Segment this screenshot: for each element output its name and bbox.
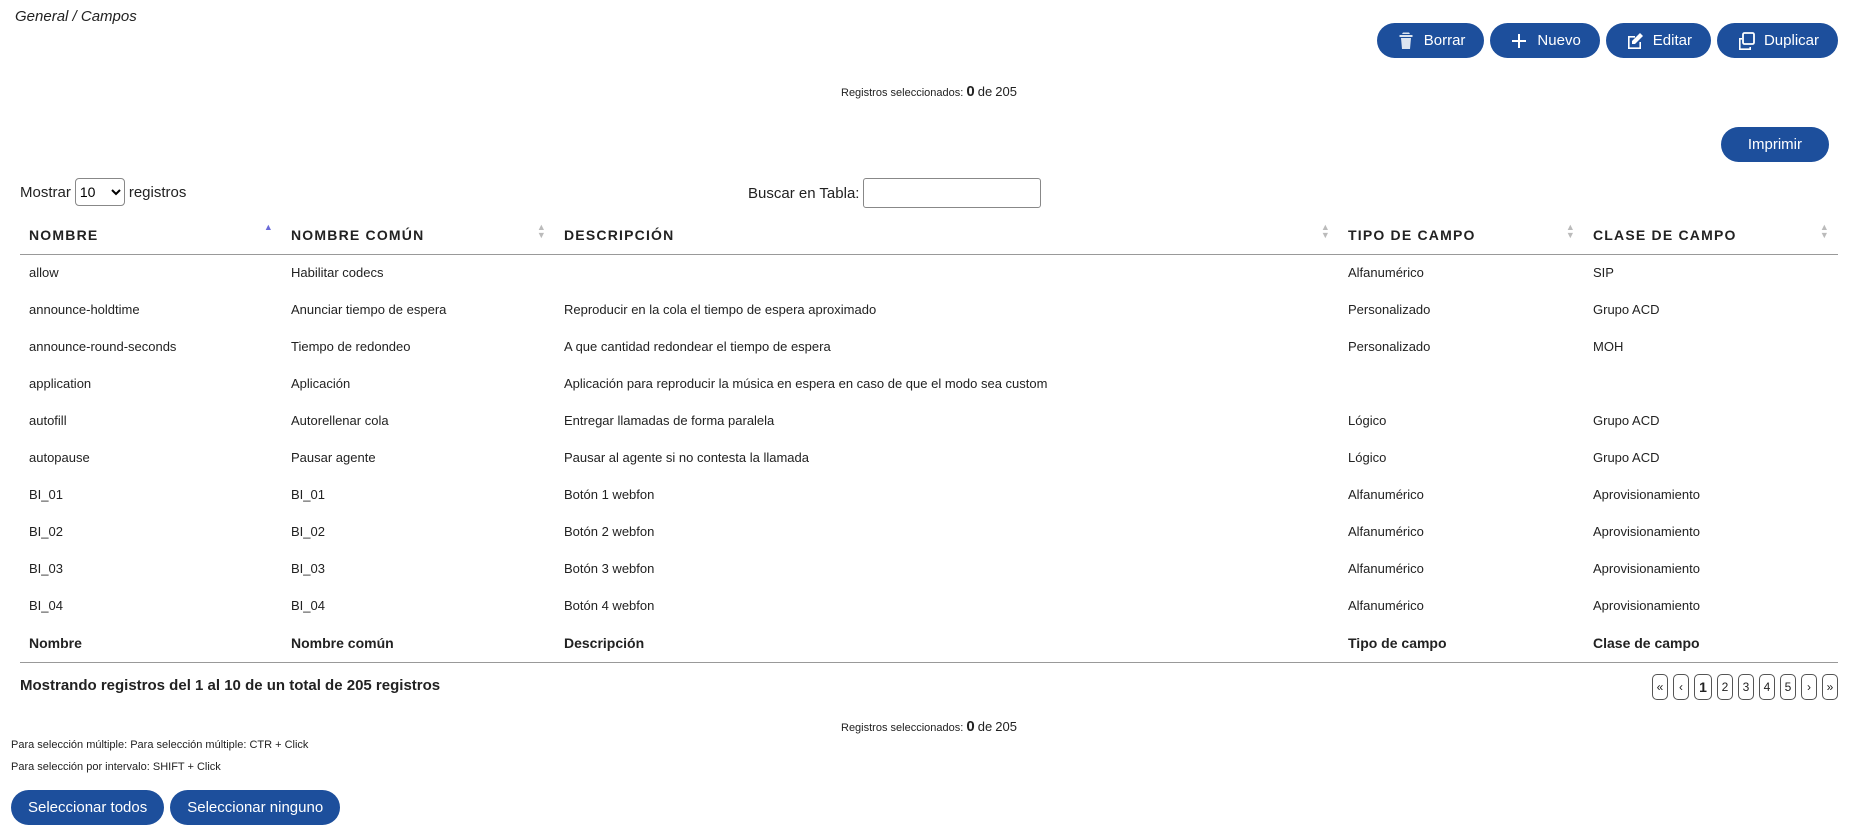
cell-description (555, 254, 1339, 291)
cell-description: Botón 3 webfon (564, 561, 655, 576)
pagination (1652, 674, 1838, 700)
trash-icon (1396, 31, 1416, 51)
column-header-label: CLASE DE CAMPO (1593, 226, 1737, 243)
breadcrumb: General / Campos (15, 8, 137, 25)
duplicate-button[interactable] (1717, 23, 1838, 58)
cell-common-name: Tiempo de redondeo (291, 339, 411, 354)
table-row[interactable] (20, 328, 1838, 365)
column-header-label: NOMBRE (29, 226, 99, 243)
select-none-button[interactable]: Seleccionar ninguno (170, 790, 340, 825)
cell-field-class: Aprovisionamiento (1593, 561, 1700, 576)
sort-icon: ▲ ▼ (1819, 222, 1830, 240)
cell-field-class: SIP (1593, 265, 1614, 281)
delete-button-label: Borrar (1423, 32, 1466, 49)
cell-name: allow (29, 265, 59, 281)
sort-icon: ▲ ▼ (1565, 222, 1576, 240)
prev-page-button[interactable]: ‹ (1673, 674, 1689, 700)
selection-count: 0 (966, 718, 975, 735)
selection-label: Registros seleccionados: (841, 722, 964, 734)
sort-icon: ▲ ▼ (1320, 222, 1331, 240)
new-button-label: Nuevo (1537, 32, 1581, 49)
cell-field-class: MOH (1593, 339, 1624, 354)
cell-field-type: Alfanumérico (1348, 524, 1424, 539)
cell-field-type: Personalizado (1348, 302, 1431, 317)
cell-description: Reproducir en la cola el tiempo de espera aproximado (564, 302, 877, 317)
cell-common-name: BI_03 (291, 561, 325, 576)
help-range-select: Para selección por intervalo: SHIFT + Click (11, 761, 221, 773)
length-control (20, 178, 186, 206)
page-button[interactable]: 2 (1717, 674, 1733, 700)
search-input[interactable] (863, 178, 1041, 208)
column-header-field-class[interactable] (1584, 216, 1838, 254)
selection-total: 205 (995, 84, 1017, 99)
column-header-label: NOMBRE COMÚN (291, 226, 425, 243)
cell-common-name: Anunciar tiempo de espera (291, 302, 447, 317)
cell-field-type: Alfanumérico (1348, 265, 1424, 281)
table-row[interactable] (20, 513, 1838, 550)
column-header-name[interactable] (20, 216, 282, 254)
table-row[interactable] (20, 476, 1838, 513)
cell-common-name: BI_04 (291, 598, 325, 613)
page-button[interactable]: 1 (1694, 674, 1712, 700)
cell-name: announce-round-seconds (29, 339, 177, 354)
footer-field-type: Tipo de campo (1339, 624, 1584, 662)
sort-asc-icon: ▲ (263, 222, 274, 232)
length-prefix: Mostrar (20, 183, 71, 201)
column-header-label: DESCRIPCIÓN (564, 226, 675, 243)
cell-field-class (1584, 365, 1838, 402)
selection-of: de (977, 719, 993, 734)
footer-field-class: Clase de campo (1584, 624, 1838, 662)
footer-description: Descripción (555, 624, 1339, 662)
cell-field-type: Personalizado (1348, 339, 1431, 354)
page-button[interactable]: 5 (1780, 674, 1796, 700)
first-page-button[interactable]: « (1652, 674, 1668, 700)
cell-description: A que cantidad redondear el tiempo de espera (564, 339, 831, 354)
table-row[interactable] (20, 254, 1838, 291)
cell-common-name: BI_01 (291, 487, 325, 502)
cell-field-class: Grupo ACD (1593, 302, 1660, 317)
print-button[interactable]: Imprimir (1721, 127, 1829, 162)
sort-icon: ▲ ▼ (536, 222, 547, 240)
search-control (748, 178, 1041, 208)
cell-name: autopause (29, 450, 90, 465)
fields-table (20, 216, 1838, 663)
selection-count-top (0, 83, 1858, 100)
page-button[interactable]: 3 (1738, 674, 1754, 700)
table-row[interactable] (20, 587, 1838, 624)
duplicate-button-label: Duplicar (1763, 32, 1819, 49)
cell-name: autofill (29, 413, 67, 428)
table-row[interactable] (20, 291, 1838, 328)
toolbar (1377, 23, 1838, 58)
cell-common-name: Aplicación (291, 376, 351, 391)
edit-icon (1625, 31, 1645, 51)
cell-description: Botón 1 webfon (564, 487, 655, 502)
cell-name: application (29, 376, 92, 391)
selection-label: Registros seleccionados: (841, 87, 964, 99)
selection-buttons (11, 790, 340, 825)
cell-name: BI_02 (29, 524, 63, 539)
cell-description: Pausar al agente si no contesta la llamada (564, 450, 809, 465)
column-header-description[interactable] (555, 216, 1339, 254)
cell-common-name: Pausar agente (291, 450, 376, 465)
cell-common-name: BI_02 (291, 524, 325, 539)
edit-button-label: Editar (1652, 32, 1692, 49)
delete-button[interactable] (1377, 23, 1485, 58)
page-length-select[interactable] (75, 178, 125, 206)
table-info: Mostrando registros del 1 al 10 de un total de 205 registros (20, 677, 441, 694)
cell-common-name: Autorellenar cola (291, 413, 389, 428)
cell-field-type: Alfanumérico (1348, 598, 1424, 613)
copy-icon (1736, 31, 1756, 51)
cell-field-class: Aprovisionamiento (1593, 487, 1700, 502)
new-button[interactable] (1490, 23, 1599, 58)
cell-description: Entregar llamadas de forma paralela (564, 413, 775, 428)
length-suffix: registros (128, 183, 187, 201)
cell-field-type: Lógico (1348, 450, 1387, 465)
cell-description: Botón 2 webfon (564, 524, 655, 539)
header-row (20, 216, 1838, 254)
cell-name: BI_04 (29, 598, 63, 613)
cell-name: announce-holdtime (29, 302, 140, 317)
help-multi-select: Para selección múltiple: Para selección múltiple: CTR + Click (11, 739, 309, 751)
cell-field-class: Aprovisionamiento (1593, 598, 1700, 613)
cell-field-class: Aprovisionamiento (1593, 524, 1700, 539)
search-label: Buscar en Tabla: (748, 184, 860, 202)
cell-field-class: Grupo ACD (1593, 450, 1660, 465)
table-controls (20, 178, 1838, 208)
cell-field-type (1339, 365, 1584, 402)
page-button[interactable]: 4 (1759, 674, 1775, 700)
table-row[interactable] (20, 365, 1838, 402)
cell-description: Aplicación para reproducir la música en espera en caso de que el modo sea custom (564, 376, 1048, 391)
plus-icon (1509, 31, 1529, 51)
column-header-common-name[interactable] (282, 216, 555, 254)
column-header-label: TIPO DE CAMPO (1348, 226, 1476, 243)
edit-button[interactable] (1606, 23, 1711, 58)
cell-name: BI_01 (29, 487, 63, 502)
cell-field-type: Alfanumérico (1348, 487, 1424, 502)
cell-field-class: Grupo ACD (1593, 413, 1660, 428)
footer-common-name: Nombre común (282, 624, 555, 662)
table-row[interactable] (20, 402, 1838, 439)
selection-total: 205 (995, 719, 1017, 734)
select-all-button[interactable]: Seleccionar todos (11, 790, 164, 825)
table-row[interactable] (20, 439, 1838, 476)
footer-row (20, 624, 1838, 662)
cell-name: BI_03 (29, 561, 63, 576)
column-header-field-type[interactable] (1339, 216, 1584, 254)
selection-count-bottom (0, 718, 1858, 735)
footer-name: Nombre (20, 624, 282, 662)
next-page-button[interactable]: › (1801, 674, 1817, 700)
selection-of: de (977, 84, 993, 99)
table-row[interactable] (20, 550, 1838, 587)
cell-field-type: Lógico (1348, 413, 1387, 428)
cell-field-type: Alfanumérico (1348, 561, 1424, 576)
table-body (20, 254, 1838, 624)
selection-count: 0 (966, 83, 975, 100)
last-page-button[interactable]: » (1822, 674, 1838, 700)
cell-description: Botón 4 webfon (564, 598, 655, 613)
cell-common-name: Habilitar codecs (291, 265, 384, 281)
